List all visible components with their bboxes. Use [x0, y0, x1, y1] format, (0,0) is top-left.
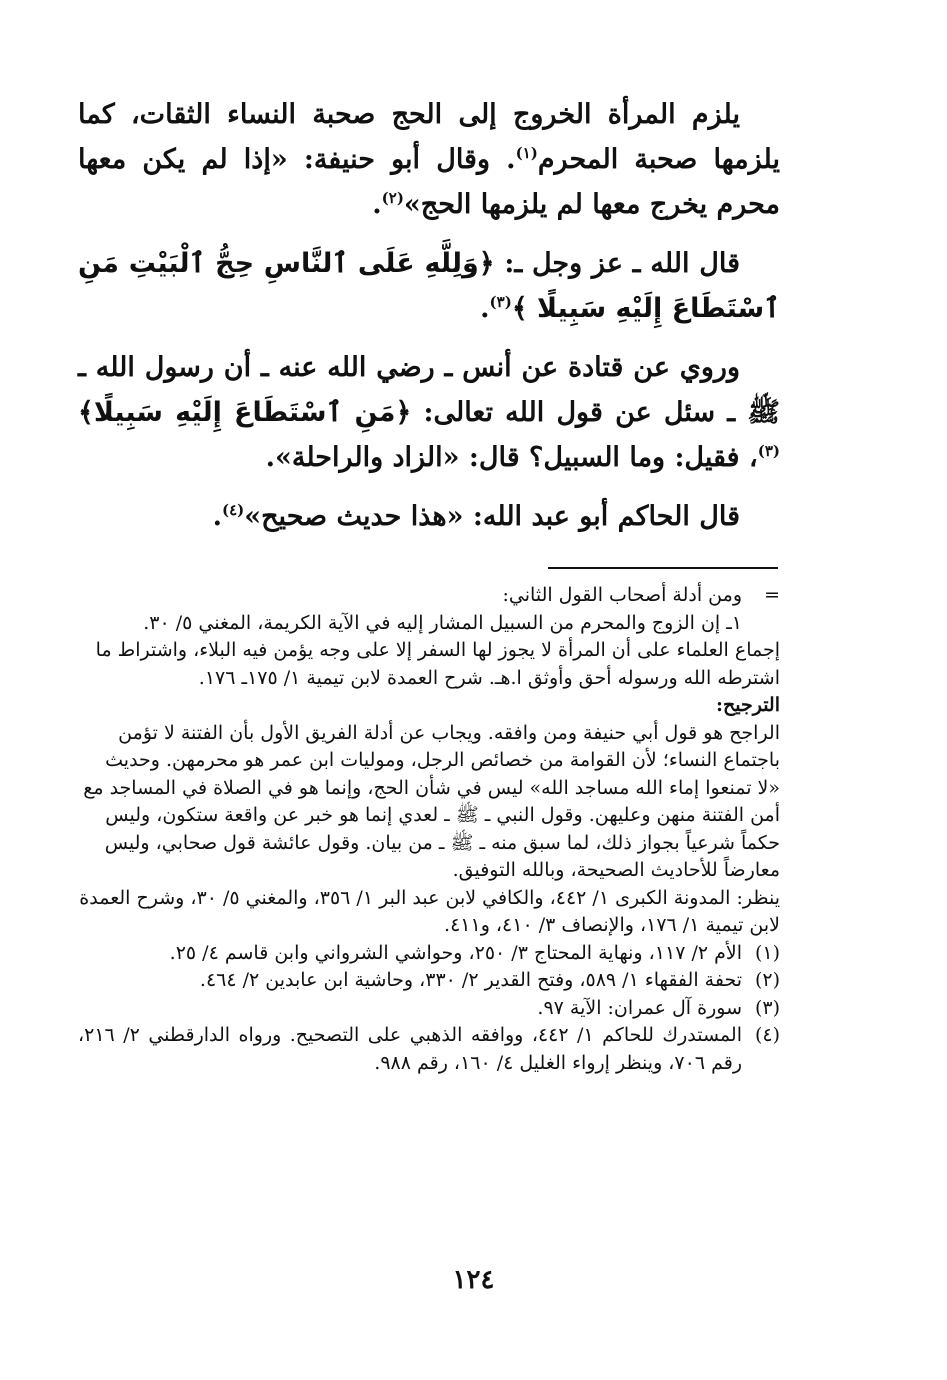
footnote-1: [78, 940, 780, 968]
quran-verse: ﴿مَنِ ٱسْتَطَاعَ إِلَيْهِ سَبِيلًا﴾: [78, 397, 412, 428]
quran-verse: ﴿وَلِلَّهِ عَلَى ٱلنَّاسِ حِجُّ ٱلْبَيْتِ مَنِ ٱسْتَطَاعَ إِلَيْهِ سَبِيلًا ﴾: [78, 248, 780, 324]
text: .: [372, 189, 382, 220]
footnote-number: (٣): [754, 996, 780, 1019]
text: قال الحاكم أبو عبد الله: «هذا حديث صحيح»: [244, 501, 740, 532]
paragraph-2: [78, 241, 780, 331]
footnote-number: (٢): [754, 969, 780, 991]
footnote-text: سورة آل عمران: الآية ٩٧.: [537, 996, 742, 1019]
note-paragraph: ينظر: المدونة الكبرى ١/ ٤٤٢، والكافي لابن عبد البر ١/ ٣٥٦، والمغني ٥/ ٣٠، وشرح العمدة لابن تيمية ١/ ١٧٦، والإنصاف ٣/ ٤١٠، و٤١١.: [79, 886, 780, 936]
text: يلزم المرأة الخروج إلى الحج صحبة النساء الثقات، كما يلزمها صحبة المحرم: [78, 99, 780, 175]
footnote-ref: (١): [515, 144, 538, 162]
note-line: ١ـ إن الزوج والمحرم من السبيل المشار إليه في الآية الكريمة، المغني ٥/ ٣٠.: [143, 611, 742, 634]
footnote-ref: (٢): [381, 189, 404, 207]
footnote-continuation: [78, 582, 780, 637]
footnotes: [78, 582, 780, 1077]
footnote-text: تحفة الفقهاء ١/ ٥٨٩، وفتح القدير ٢/ ٣٣٠، وحاشية ابن عابدين ٢/ ٤٦٤.: [199, 969, 742, 991]
paragraph-4: [78, 494, 780, 539]
footnote-number: (٤): [754, 1024, 780, 1046]
text: .: [212, 501, 222, 532]
footnote-3: [78, 995, 780, 1023]
text: وروي عن قتادة عن أنس ـ رضي الله عنه ـ أن رسول الله ـ ﷺ ـ سئل عن قول الله تعالى:: [78, 352, 780, 428]
paragraph-1: [78, 92, 780, 227]
note-paragraph: الراجح هو قول أبي حنيفة ومن وافقه. ويجاب عن أدلة الفريق الأول بأن الفتنة لا تؤمن باجتماع النساء؛ لأن القوامة من خصائص الرجل، ومولیات ابن عمر هو محرمهن. وحديث «لا تمنعوا إماء الله مساجد الله» ليس في شأن الحج، وإنما هو في الصلاة في المساجد مع أمن الفتنة منهن وعليهن. وقول النبي ـ ﷺ ـ لعدي إنما هو خبر عن واقعة ستكون، وليس حكماً شرعياً بجواز ذلك، لما سبق منه ـ ﷺ ـ من بيان. وقول عائشة قول صحابي، وليس معارضاً للأحاديث الصحيحة، وبالله التوفيق.: [83, 721, 780, 881]
note-paragraph: إجماع العلماء على أن المرأة لا يجوز لها السفر إلا على وجه يؤمن فيه البلاء، واشتراط ما اشترطه الله ورسوله أحق وأوثق ا.هـ. شرح العمدة لابن تيمية ١/ ١٧٥ـ ١٧٦.: [95, 639, 780, 689]
footnote-ref: (٤): [221, 501, 245, 519]
note-heading: الترجيح:: [715, 694, 780, 716]
text: قال الله ـ عز وجل ـ:: [494, 248, 740, 279]
continuation-marker: =: [764, 584, 780, 606]
footnote-4: [78, 1022, 780, 1077]
footnote-number: (١): [754, 941, 780, 964]
note-line: ومن أدلة أصحاب القول الثاني:: [502, 584, 742, 606]
main-text: [78, 92, 780, 553]
footnote-ref: (٣): [757, 442, 780, 460]
footnote-ref: (٣): [489, 293, 512, 311]
footnote-text: المستدرك للحاكم ١/ ٤٤٢، ووافقه الذهبي على التصحيح. ورواه الدارقطني ٢/ ٢١٦، رقم ٧٠٦، وينظر إرواء الغليل ٤/ ١٦٠، رقم ٩٨٨.: [78, 1024, 742, 1074]
text: . وقال أبو حنيفة: «إذا لم يكن معها محرم يخرج معها لم يلزمها الحج»: [78, 144, 780, 220]
text: .: [480, 293, 490, 324]
footnote-separator: [548, 567, 778, 569]
page-number: ١٢٤: [452, 1265, 495, 1295]
footnote-2: [78, 967, 780, 995]
text: ، فقيل: وما السبيل؟ قال: «الزاد والراحلة».: [265, 442, 758, 473]
paragraph-3: [78, 345, 780, 480]
footnote-text: الأم ٢/ ١١٧، ونهاية المحتاج ٣/ ٢٥٠، وحواشي الشرواني وابن قاسم ٤/ ٢٥.: [169, 941, 742, 964]
